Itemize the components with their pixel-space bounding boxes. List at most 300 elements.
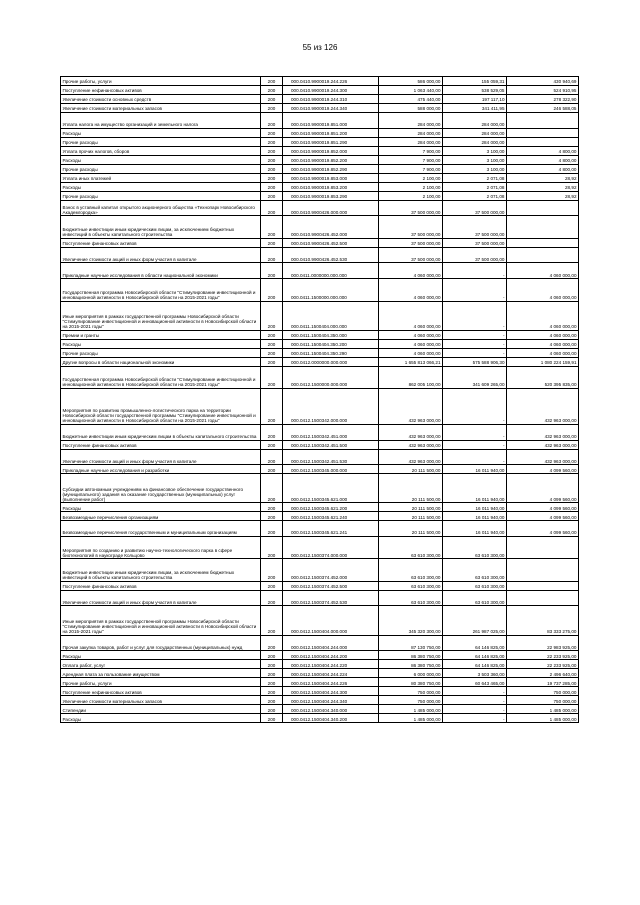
table-row: [61, 449, 579, 465]
expense-name-cell: Безвозмездные перечисления государственным и муниципальным организациям: [61, 521, 261, 537]
approved-amount-cell: 20 111 500,00: [379, 512, 443, 521]
expense-name-cell: Мероприятия по развитию промышленно-логистического парка на территории Новосибирской области государственной программы "Стимулирование инвестиционной и инновационной активности в Новосибирской области на 2015-2021 годы": [61, 389, 261, 425]
expense-name-cell: Взнос в уставный капитал открытого акционерного общества «Технопарк Новосибирского Академгородка»: [61, 200, 261, 216]
table-row: [61, 86, 579, 95]
executed-amount-cell: 63 610 300,00: [443, 536, 507, 558]
expense-name-cell: Прочие расходы: [61, 191, 261, 200]
table-row: [61, 669, 579, 678]
unexecuted-amount-cell: 28,92: [507, 173, 579, 182]
admin-code-cell: 200: [261, 200, 283, 216]
unexecuted-amount-cell: [507, 247, 579, 263]
approved-amount-cell: 6 000 000,00: [379, 669, 443, 678]
unexecuted-amount-cell: 19 737 285,00: [507, 678, 579, 687]
budget-classification-code-cell: 000.0410.9900019.851.290: [283, 137, 379, 146]
table-row: [61, 714, 579, 723]
admin-code-cell: 200: [261, 559, 283, 581]
budget-classification-code-cell: 000.0410.9900019.853.200: [283, 182, 379, 191]
executed-amount-cell: 197 117,10: [443, 95, 507, 104]
table-row: [61, 191, 579, 200]
budget-classification-code-cell: 000.0412.1500345.621.241: [283, 521, 379, 537]
budget-classification-code-cell: 000.0410.9900019.852.290: [283, 164, 379, 173]
admin-code-cell: 200: [261, 606, 283, 635]
table-row: [61, 301, 579, 330]
unexecuted-amount-cell: 22 233 925,00: [507, 660, 579, 669]
executed-amount-cell: 64 146 825,00: [443, 651, 507, 660]
executed-amount-cell: -: [443, 696, 507, 705]
executed-amount-cell: -: [443, 301, 507, 330]
table-row: [61, 465, 579, 474]
approved-amount-cell: 20 111 500,00: [379, 521, 443, 537]
unexecuted-amount-cell: 524 910,95: [507, 86, 579, 95]
unexecuted-amount-cell: 4 800,00: [507, 164, 579, 173]
budget-classification-code-cell: 000.0410.9900426.000.000: [283, 200, 379, 216]
budget-classification-code-cell: 000.0410.9900019.244.310: [283, 95, 379, 104]
admin-code-cell: 200: [261, 182, 283, 191]
admin-code-cell: 200: [261, 348, 283, 357]
admin-code-cell: 200: [261, 301, 283, 330]
executed-amount-cell: 16 011 940,00: [443, 503, 507, 512]
approved-amount-cell: 7 900,00: [379, 146, 443, 155]
executed-amount-cell: 284 000,00: [443, 128, 507, 137]
unexecuted-amount-cell: 4 060 000,00: [507, 301, 579, 330]
executed-amount-cell: -: [443, 687, 507, 696]
executed-amount-cell: 63 610 300,00: [443, 559, 507, 581]
approved-amount-cell: 63 610 300,00: [379, 559, 443, 581]
executed-amount-cell: 2 071,08: [443, 182, 507, 191]
budget-classification-code-cell: 000.0410.9900019.852.000: [283, 146, 379, 155]
unexecuted-amount-cell: 1 485 000,00: [507, 705, 579, 714]
admin-code-cell: 200: [261, 512, 283, 521]
budget-classification-code-cell: 000.0410.9900426.452.500: [283, 238, 379, 247]
budget-classification-code-cell: 000.0411.1500404.350.200: [283, 339, 379, 348]
expense-name-cell: Субсидии автономным учреждениям на финансовое обеспечение государственного (муниципального) задания на оказание государственных (муниципальных) услуг (выполнение работ): [61, 474, 261, 503]
admin-code-cell: 200: [261, 660, 283, 669]
admin-code-cell: 200: [261, 146, 283, 155]
approved-amount-cell: 750 000,00: [379, 696, 443, 705]
executed-amount-cell: 63 610 300,00: [443, 581, 507, 590]
unexecuted-amount-cell: 22 983 925,00: [507, 635, 579, 651]
table-row: [61, 155, 579, 164]
table-row: [61, 104, 579, 113]
approved-amount-cell: 284 000,00: [379, 128, 443, 137]
expense-name-cell: Увеличение стоимости основных средств: [61, 95, 261, 104]
admin-code-cell: 200: [261, 651, 283, 660]
approved-amount-cell: 7 900,00: [379, 155, 443, 164]
table-row: [61, 173, 579, 182]
expense-name-cell: Прочие расходы: [61, 137, 261, 146]
executed-amount-cell: -: [443, 330, 507, 339]
executed-amount-cell: -: [443, 440, 507, 449]
executed-amount-cell: 16 011 940,00: [443, 512, 507, 521]
table-row: [61, 238, 579, 247]
budget-classification-code-cell: 000.0412.1500404.000.000: [283, 606, 379, 635]
unexecuted-amount-cell: 246 588,05: [507, 104, 579, 113]
admin-code-cell: 200: [261, 696, 283, 705]
table-row: [61, 366, 579, 388]
expense-name-cell: Увеличение стоимости материальных запасов: [61, 696, 261, 705]
approved-amount-cell: 4 060 000,00: [379, 301, 443, 330]
admin-code-cell: 200: [261, 216, 283, 238]
admin-code-cell: 200: [261, 173, 283, 182]
admin-code-cell: 200: [261, 440, 283, 449]
table-row: [61, 651, 579, 660]
table-row: [61, 590, 579, 606]
budget-classification-code-cell: 000.0412.1500342.451.000: [283, 424, 379, 440]
expense-name-cell: Поступление нефинансовых активов: [61, 86, 261, 95]
expense-name-cell: Иные мероприятия в рамках государственной программы Новосибирской области "Стимулирование инвестиционной и инновационной активности в Новосибирской области на 2015-2021 годы": [61, 606, 261, 635]
unexecuted-amount-cell: 83 333 275,00: [507, 606, 579, 635]
budget-classification-code-cell: 000.0412.1500374.452.530: [283, 590, 379, 606]
approved-amount-cell: 586 000,00: [379, 77, 443, 86]
budget-table-body: [61, 77, 579, 723]
unexecuted-amount-cell: 432 963 000,00: [507, 424, 579, 440]
budget-classification-code-cell: 000.0412.1500404.244.220: [283, 660, 379, 669]
unexecuted-amount-cell: [507, 559, 579, 581]
page-number: 55 из 126: [302, 43, 338, 52]
admin-code-cell: 200: [261, 536, 283, 558]
approved-amount-cell: 7 900,00: [379, 164, 443, 173]
admin-code-cell: 200: [261, 279, 283, 301]
budget-classification-code-cell: 000.0412.1500404.244.226: [283, 678, 379, 687]
admin-code-cell: 200: [261, 366, 283, 388]
budget-classification-code-cell: 000.0412.1500345.621.240: [283, 512, 379, 521]
expense-name-cell: Увеличение стоимости акций и иных форм участия в капитале: [61, 590, 261, 606]
admin-code-cell: 200: [261, 247, 283, 263]
table-row: [61, 474, 579, 503]
executed-amount-cell: 60 643 465,00: [443, 678, 507, 687]
admin-code-cell: 200: [261, 635, 283, 651]
approved-amount-cell: 37 500 000,00: [379, 238, 443, 247]
admin-code-cell: 200: [261, 339, 283, 348]
approved-amount-cell: 4 060 000,00: [379, 330, 443, 339]
approved-amount-cell: 2 100,00: [379, 182, 443, 191]
unexecuted-amount-cell: 1 485 000,00: [507, 714, 579, 723]
expense-name-cell: Увеличение стоимости акций и иных форм участия в капитале: [61, 449, 261, 465]
admin-code-cell: 200: [261, 474, 283, 503]
table-row: [61, 263, 579, 279]
expense-name-cell: Уплата налога на имущество организаций и земельного налога: [61, 113, 261, 129]
budget-classification-code-cell: 000.0412.1500374.452.500: [283, 581, 379, 590]
approved-amount-cell: 37 500 000,00: [379, 247, 443, 263]
expense-name-cell: Прикладные научные исследования в области национальной экономики: [61, 263, 261, 279]
budget-classification-code-cell: 000.0410.9900019.853.000: [283, 173, 379, 182]
expense-name-cell: Расходы: [61, 155, 261, 164]
table-row: [61, 559, 579, 581]
budget-classification-code-cell: 000.0410.9900426.452.530: [283, 247, 379, 263]
budget-classification-code-cell: 000.0411.1500404.350.290: [283, 348, 379, 357]
table-row: [61, 606, 579, 635]
table-row: [61, 521, 579, 537]
admin-code-cell: 200: [261, 113, 283, 129]
table-row: [61, 705, 579, 714]
admin-code-cell: 200: [261, 357, 283, 366]
unexecuted-amount-cell: 430 940,69: [507, 77, 579, 86]
table-row: [61, 348, 579, 357]
unexecuted-amount-cell: 432 963 000,00: [507, 389, 579, 425]
unexecuted-amount-cell: [507, 590, 579, 606]
executed-amount-cell: 3 100,00: [443, 164, 507, 173]
table-row: [61, 512, 579, 521]
table-row: [61, 678, 579, 687]
unexecuted-amount-cell: 4 099 560,00: [507, 474, 579, 503]
expense-name-cell: Поступление нефинансовых активов: [61, 687, 261, 696]
executed-amount-cell: -: [443, 389, 507, 425]
table-row: [61, 77, 579, 86]
table-row: [61, 279, 579, 301]
approved-amount-cell: 475 440,00: [379, 95, 443, 104]
expense-name-cell: Мероприятия по созданию и развитию научно-технологического парка в сфере биотехнологий в наукограде Кольцово: [61, 536, 261, 558]
budget-classification-code-cell: 000.0410.9900019.851.000: [283, 113, 379, 129]
admin-code-cell: 200: [261, 330, 283, 339]
unexecuted-amount-cell: 750 000,00: [507, 696, 579, 705]
approved-amount-cell: 86 380 750,00: [379, 660, 443, 669]
unexecuted-amount-cell: 28,92: [507, 191, 579, 200]
unexecuted-amount-cell: [507, 137, 579, 146]
approved-amount-cell: 4 060 000,00: [379, 263, 443, 279]
executed-amount-cell: -: [443, 339, 507, 348]
approved-amount-cell: 20 111 500,00: [379, 465, 443, 474]
table-row: [61, 687, 579, 696]
expense-name-cell: Оплата работ, услуг: [61, 660, 261, 669]
approved-amount-cell: 432 963 000,00: [379, 440, 443, 449]
executed-amount-cell: 284 000,00: [443, 137, 507, 146]
admin-code-cell: 200: [261, 678, 283, 687]
budget-classification-code-cell: 000.0412.0000000.000.000: [283, 357, 379, 366]
table-row: [61, 357, 579, 366]
executed-amount-cell: 37 500 000,00: [443, 216, 507, 238]
approved-amount-cell: 4 060 000,00: [379, 348, 443, 357]
table-row: [61, 95, 579, 104]
approved-amount-cell: 1 485 000,00: [379, 705, 443, 714]
approved-amount-cell: 86 380 750,00: [379, 651, 443, 660]
unexecuted-amount-cell: 4 099 560,00: [507, 521, 579, 537]
approved-amount-cell: 63 610 300,00: [379, 536, 443, 558]
approved-amount-cell: 20 111 500,00: [379, 474, 443, 503]
budget-classification-code-cell: 000.0412.1500404.244.300: [283, 687, 379, 696]
executed-amount-cell: 538 529,05: [443, 86, 507, 95]
admin-code-cell: 200: [261, 191, 283, 200]
budget-classification-code-cell: 000.0411.1500404.000.000: [283, 301, 379, 330]
budget-classification-code-cell: 000.0411.0000000.000.000: [283, 263, 379, 279]
executed-amount-cell: 3 100,00: [443, 155, 507, 164]
unexecuted-amount-cell: 4 060 000,00: [507, 279, 579, 301]
unexecuted-amount-cell: 4 060 000,00: [507, 348, 579, 357]
expense-name-cell: Бюджетные инвестиции иным юридическим лицам, за исключением бюджетных инвестиций в объекты капитального строительства: [61, 216, 261, 238]
budget-classification-code-cell: 000.0412.1500342.451.530: [283, 449, 379, 465]
executed-amount-cell: -: [443, 705, 507, 714]
executed-amount-cell: 3 100,00: [443, 146, 507, 155]
unexecuted-amount-cell: 2 496 640,00: [507, 669, 579, 678]
executed-amount-cell: 16 011 940,00: [443, 521, 507, 537]
budget-classification-code-cell: 000.0412.1500404.244.224: [283, 669, 379, 678]
executed-amount-cell: 37 500 000,00: [443, 247, 507, 263]
executed-amount-cell: 3 503 360,00: [443, 669, 507, 678]
expense-name-cell: Арендная плата за пользование имуществом: [61, 669, 261, 678]
table-row: [61, 660, 579, 669]
executed-amount-cell: 575 588 906,30: [443, 357, 507, 366]
executed-amount-cell: 64 146 825,00: [443, 635, 507, 651]
expense-name-cell: Стипендии: [61, 705, 261, 714]
expense-name-cell: Увеличение стоимости акций и иных форм участия в капитале: [61, 247, 261, 263]
budget-classification-code-cell: 000.0410.9900019.244.300: [283, 86, 379, 95]
table-row: [61, 581, 579, 590]
admin-code-cell: 200: [261, 128, 283, 137]
table-row: [61, 113, 579, 129]
table-row: [61, 146, 579, 155]
table-row: [61, 536, 579, 558]
table-row: [61, 635, 579, 651]
table-row: [61, 440, 579, 449]
approved-amount-cell: 87 130 750,00: [379, 635, 443, 651]
approved-amount-cell: 862 005 100,00: [379, 366, 443, 388]
expense-name-cell: Иные мероприятия в рамках государственной программы Новосибирской области "Стимулирование инвестиционной и инновационной активности в Новосибирской области на 2015-2021 годы": [61, 301, 261, 330]
budget-classification-code-cell: 000.0412.1500374.452.000: [283, 559, 379, 581]
executed-amount-cell: -: [443, 714, 507, 723]
unexecuted-amount-cell: 278 322,90: [507, 95, 579, 104]
executed-amount-cell: -: [443, 424, 507, 440]
table-row: [61, 503, 579, 512]
unexecuted-amount-cell: 4 060 000,00: [507, 339, 579, 348]
expense-name-cell: Прочие работы, услуги: [61, 77, 261, 86]
table-row: [61, 164, 579, 173]
budget-classification-code-cell: 000.0410.9900019.244.226: [283, 77, 379, 86]
admin-code-cell: 200: [261, 77, 283, 86]
admin-code-cell: 200: [261, 503, 283, 512]
budget-classification-code-cell: 000.0412.1500345.000.000: [283, 465, 379, 474]
expense-name-cell: Расходы: [61, 182, 261, 191]
table-row: [61, 128, 579, 137]
budget-classification-code-cell: 000.0410.9900019.853.290: [283, 191, 379, 200]
expense-name-cell: Премии и гранты: [61, 330, 261, 339]
admin-code-cell: 200: [261, 238, 283, 247]
admin-code-cell: 200: [261, 714, 283, 723]
executed-amount-cell: 63 610 300,00: [443, 590, 507, 606]
table-row: [61, 424, 579, 440]
executed-amount-cell: -: [443, 348, 507, 357]
expense-name-cell: Поступление финансовых активов: [61, 238, 261, 247]
admin-code-cell: 200: [261, 590, 283, 606]
admin-code-cell: 200: [261, 669, 283, 678]
approved-amount-cell: 4 060 000,00: [379, 279, 443, 301]
table-row: [61, 389, 579, 425]
admin-code-cell: 200: [261, 449, 283, 465]
table-row: [61, 182, 579, 191]
approved-amount-cell: 4 060 000,00: [379, 339, 443, 348]
budget-classification-code-cell: 000.0412.1500404.244.200: [283, 651, 379, 660]
budget-classification-code-cell: 000.0412.1500404.244.000: [283, 635, 379, 651]
expense-name-cell: Прочая закупка товаров, работ и услуг для государственных (муниципальных) нужд: [61, 635, 261, 651]
executed-amount-cell: 37 500 000,00: [443, 238, 507, 247]
admin-code-cell: 200: [261, 104, 283, 113]
table-row: [61, 339, 579, 348]
expense-name-cell: Безвозмездные перечисления организациям: [61, 512, 261, 521]
admin-code-cell: 200: [261, 687, 283, 696]
executed-amount-cell: -: [443, 449, 507, 465]
budget-classification-code-cell: 000.0410.9900019.244.340: [283, 104, 379, 113]
table-row: [61, 216, 579, 238]
expense-name-cell: Расходы: [61, 339, 261, 348]
approved-amount-cell: 37 500 000,00: [379, 200, 443, 216]
expense-name-cell: Уплата иных платежей: [61, 173, 261, 182]
budget-classification-code-cell: 000.0412.1500404.244.340: [283, 696, 379, 705]
executed-amount-cell: 341 411,95: [443, 104, 507, 113]
budget-execution-table: [60, 76, 579, 723]
unexecuted-amount-cell: [507, 238, 579, 247]
executed-amount-cell: 261 987 025,00: [443, 606, 507, 635]
expense-name-cell: Поступление финансовых активов: [61, 440, 261, 449]
unexecuted-amount-cell: 4 060 000,00: [507, 330, 579, 339]
unexecuted-amount-cell: [507, 128, 579, 137]
unexecuted-amount-cell: [507, 536, 579, 558]
budget-classification-code-cell: 000.0412.1500345.621.200: [283, 503, 379, 512]
table-row: [61, 696, 579, 705]
approved-amount-cell: 1 485 000,00: [379, 714, 443, 723]
executed-amount-cell: 64 146 825,00: [443, 660, 507, 669]
budget-classification-code-cell: 000.0412.1500404.340.200: [283, 714, 379, 723]
budget-classification-code-cell: 000.0412.1500000.000.000: [283, 366, 379, 388]
approved-amount-cell: 284 000,00: [379, 137, 443, 146]
approved-amount-cell: 20 111 500,00: [379, 503, 443, 512]
approved-amount-cell: 588 000,00: [379, 104, 443, 113]
executed-amount-cell: 16 011 940,00: [443, 474, 507, 503]
table-row: [61, 330, 579, 339]
unexecuted-amount-cell: 4 099 560,00: [507, 503, 579, 512]
expense-name-cell: Прочие расходы: [61, 164, 261, 173]
approved-amount-cell: 2 100,00: [379, 191, 443, 200]
admin-code-cell: 200: [261, 164, 283, 173]
unexecuted-amount-cell: 432 963 000,00: [507, 449, 579, 465]
expense-name-cell: Расходы: [61, 503, 261, 512]
admin-code-cell: 200: [261, 521, 283, 537]
executed-amount-cell: 2 071,08: [443, 191, 507, 200]
executed-amount-cell: -: [443, 263, 507, 279]
expense-name-cell: Прикладные научные исследования и разработки: [61, 465, 261, 474]
approved-amount-cell: 1 063 440,00: [379, 86, 443, 95]
admin-code-cell: 200: [261, 581, 283, 590]
budget-classification-code-cell: 000.0412.1500342.451.500: [283, 440, 379, 449]
expense-name-cell: Расходы: [61, 714, 261, 723]
budget-classification-code-cell: 000.0412.1500345.621.000: [283, 474, 379, 503]
executed-amount-cell: -: [443, 279, 507, 301]
approved-amount-cell: 432 963 000,00: [379, 389, 443, 425]
budget-classification-code-cell: 000.0412.1500374.000.000: [283, 536, 379, 558]
unexecuted-amount-cell: 520 395 835,00: [507, 366, 579, 388]
approved-amount-cell: 37 500 000,00: [379, 216, 443, 238]
expense-name-cell: Поступление финансовых активов: [61, 581, 261, 590]
approved-amount-cell: 1 655 813 066,21: [379, 357, 443, 366]
budget-classification-code-cell: 000.0412.1500404.340.000: [283, 705, 379, 714]
expense-name-cell: Бюджетные инвестиции иным юридическим лицам в объекты капитального строительства: [61, 424, 261, 440]
approved-amount-cell: 63 610 300,00: [379, 590, 443, 606]
budget-classification-code-cell: 000.0410.9900426.452.000: [283, 216, 379, 238]
unexecuted-amount-cell: [507, 581, 579, 590]
expense-name-cell: Прочие расходы: [61, 348, 261, 357]
approved-amount-cell: 432 963 000,00: [379, 449, 443, 465]
unexecuted-amount-cell: 4 099 560,00: [507, 465, 579, 474]
unexecuted-amount-cell: 750 000,00: [507, 687, 579, 696]
approved-amount-cell: 345 320 300,00: [379, 606, 443, 635]
expense-name-cell: Уплата прочих налогов, сборов: [61, 146, 261, 155]
admin-code-cell: 200: [261, 86, 283, 95]
executed-amount-cell: 2 071,08: [443, 173, 507, 182]
unexecuted-amount-cell: 4 099 560,00: [507, 512, 579, 521]
approved-amount-cell: 80 380 750,00: [379, 678, 443, 687]
admin-code-cell: 200: [261, 95, 283, 104]
admin-code-cell: 200: [261, 155, 283, 164]
admin-code-cell: 200: [261, 705, 283, 714]
unexecuted-amount-cell: 4 800,00: [507, 146, 579, 155]
approved-amount-cell: 63 610 300,00: [379, 581, 443, 590]
